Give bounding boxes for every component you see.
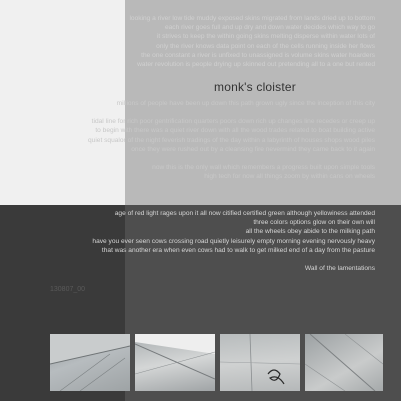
poem-middle-stanzas xyxy=(0,99,401,181)
poem-top-stanza xyxy=(0,14,401,69)
poem-line: only the river knows data point on each of the cells running inside her flows xyxy=(156,42,375,50)
poem-line: tidal line for rich poor gentrification quarters poors down rich up changes line recedes or creep up xyxy=(91,118,375,126)
image-code: 130807_00 xyxy=(50,286,86,293)
poem-line: all the wheels obey abide to the milking path xyxy=(245,228,375,236)
poem-line: to begin with there was a quiet river down with all the wood trades related to boat building active xyxy=(95,127,375,135)
poem-line: three colors options glow on their own will xyxy=(253,219,375,227)
poem-line: that was another era when even cows had to walk to get milked end of a day from the pasture xyxy=(101,246,375,254)
photo-thumbnail xyxy=(220,334,300,391)
poem-line: quiet squalor of the night feverish tradings of the day within a labyrinth of houses shops wood piles xyxy=(87,136,375,144)
poem-line: high tech for now all things zoom by within cans on wheels xyxy=(204,173,375,181)
photo-thumbnail xyxy=(305,334,383,391)
photo-3-image xyxy=(220,334,300,391)
photo-1-image xyxy=(50,334,130,391)
poem-bottom-stanza xyxy=(0,209,401,273)
poem-line: it strives to keep the within going skins melting disperse within water lots of xyxy=(156,33,375,41)
poem-line: have you ever seen cows crossing road quietly leisurely empty morning evening nervously heavy xyxy=(92,237,375,245)
photo-4-image xyxy=(305,334,383,391)
poem-line: each river goes full and up dry and down water decides which way to go xyxy=(164,24,375,32)
poem-line: looking a river low tide muddy exposed skins migrated from lands dried up to bottom xyxy=(129,15,375,22)
poem-line: water revolution is people drying up skinned out pretending all to a one but rented xyxy=(137,61,375,69)
poem-line: the one constant a river is unfixed to unassigned is volume skins water hoarders xyxy=(141,51,375,59)
poem-line: once they were rushed out by a cleansing fire nevermind they came back to it again xyxy=(131,145,375,153)
photo-thumbnail xyxy=(135,334,215,391)
poem-line: now this is the only wall which remembers a progress built upon simple tools xyxy=(152,164,375,172)
poem-line: millions of people have been up down this path grown ugly since the inception of this city xyxy=(116,100,375,107)
photo-2-image xyxy=(135,334,215,391)
poem-line: age of red light rages upon it all now citified certified green although yellowiness attended xyxy=(114,210,375,217)
photo-strip xyxy=(50,334,383,391)
wall-caption: Wall of the lamentations xyxy=(304,265,375,273)
page-title: monk's cloister xyxy=(214,80,296,94)
photo-thumbnail xyxy=(50,334,130,391)
